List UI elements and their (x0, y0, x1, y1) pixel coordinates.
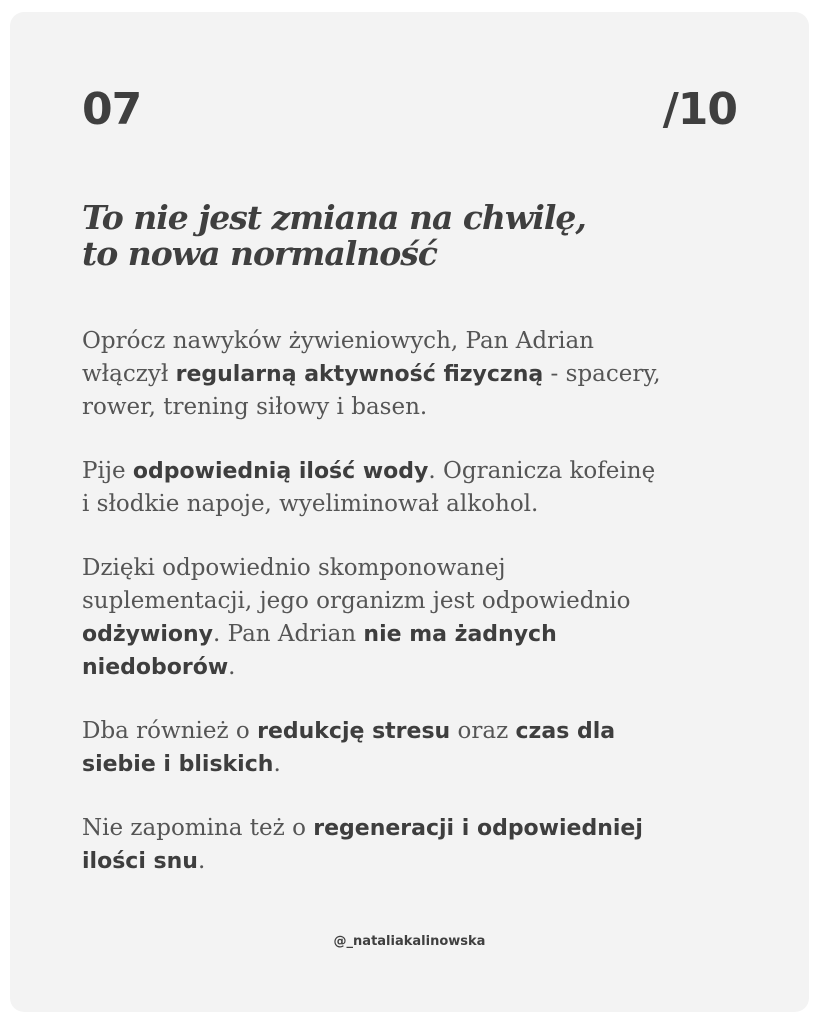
slide-card (10, 12, 809, 1012)
text-run: . (273, 751, 281, 777)
bold-phrase: nie ma żadnych (363, 622, 557, 647)
text-run: Dba również o (82, 718, 258, 744)
bold-phrase: siebie i bliskich (82, 752, 274, 777)
headline (82, 200, 762, 272)
slide-total: /10 (662, 84, 737, 135)
bold-phrase: czas dla (515, 719, 616, 744)
text-run: . (197, 848, 206, 874)
body-text (82, 325, 762, 878)
paragraph-water (82, 455, 762, 521)
paragraph-sleep (82, 812, 762, 878)
text-line (82, 715, 762, 748)
bold-phrase: ilości snu (82, 849, 198, 874)
text-line (82, 651, 762, 684)
text-line (82, 845, 762, 878)
paragraph-activity (82, 325, 762, 424)
text-line (82, 812, 762, 845)
text-line: i słodkie napoje, wyeliminował alkohol. (82, 491, 539, 517)
text-run: Nie zapomina też o (82, 815, 314, 841)
text-line (82, 455, 762, 488)
bold-phrase: regeneracji i odpowiedniej (313, 816, 643, 841)
text-line (82, 358, 762, 391)
text-run: - spacery, (543, 361, 661, 387)
bold-phrase: regularną aktywność fizyczną (175, 362, 544, 387)
paragraph-stress (82, 715, 762, 781)
bold-phrase: odpowiednią ilość wody (132, 459, 429, 484)
slide-number: 07 (82, 84, 142, 135)
text-line: suplementacji, jego organizm jest odpowiednio (82, 588, 631, 614)
text-line: Dzięki odpowiednio skomponowanej (82, 555, 506, 581)
text-run: . Ogranicza kofeinę (428, 458, 656, 484)
text-run: oraz (450, 718, 516, 744)
headline-line-2: to nowa normalność (82, 234, 437, 273)
text-run: Pije (82, 458, 133, 484)
bold-phrase: niedoborów (82, 655, 229, 680)
text-run: włączył (82, 361, 176, 387)
headline-line-1: To nie jest zmiana na chwilę, (82, 198, 586, 237)
text-run: . Pan Adrian (213, 621, 364, 647)
author-handle: @_nataliakalinowska (333, 934, 486, 949)
text-line: rower, trening siłowy i basen. (82, 394, 428, 420)
text-line: Oprócz nawyków żywieniowych, Pan Adrian (82, 328, 594, 354)
text-line (82, 618, 762, 651)
bold-phrase: redukcję stresu (257, 719, 451, 744)
text-run: . (228, 654, 236, 680)
bold-phrase: odżywiony (82, 622, 213, 647)
paragraph-supplementation (82, 552, 762, 684)
text-line (82, 748, 762, 781)
